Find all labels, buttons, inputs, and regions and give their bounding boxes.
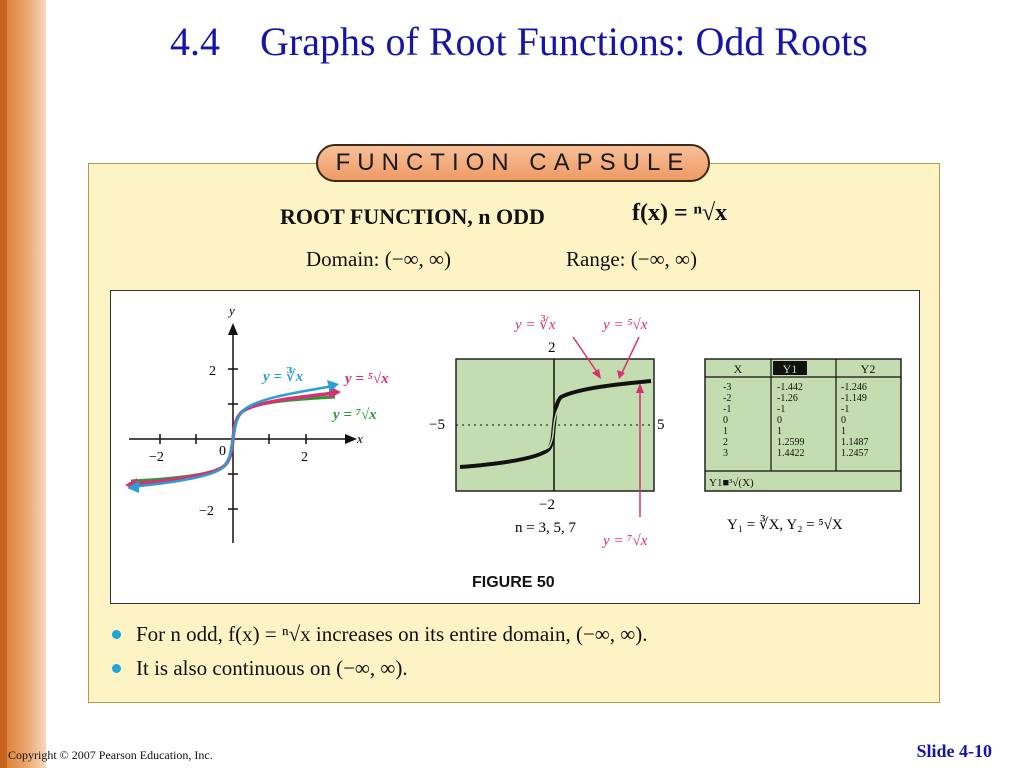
x-axis-label: x xyxy=(357,431,363,446)
bullet-list xyxy=(110,620,648,688)
bullet-item xyxy=(110,654,648,688)
capsule-formula: f(x) = ⁿ√x xyxy=(632,200,728,226)
figure-panel xyxy=(110,290,920,604)
y-tick-label-2: 2 xyxy=(209,364,216,379)
bullet-text: For n odd, f(x) = ⁿ√x increases on its entire domain, (−∞, ∞). xyxy=(136,622,648,646)
calc-window-top-label: 2 xyxy=(548,340,556,356)
calc-table-cell: -2 xyxy=(723,393,732,404)
calc-table-cell: 1.2457 xyxy=(841,448,869,459)
calc-table-cell: 1 xyxy=(777,426,782,437)
calc-table-cell: -1 xyxy=(723,404,732,415)
slide-number: Slide 4-10 xyxy=(916,741,992,761)
calc-table-cell: 1.2599 xyxy=(777,437,805,448)
root-function-graph xyxy=(125,303,389,543)
y-axis-arrow-icon xyxy=(228,323,238,335)
calc-table-cell: 1.1487 xyxy=(841,437,869,448)
copyright-text: Copyright © 2007 Pearson Education, Inc. xyxy=(8,748,213,762)
domain-text: Domain: (−∞, ∞) xyxy=(306,247,452,271)
y-axis-label: y xyxy=(229,303,235,318)
bullet-dot-icon xyxy=(112,664,121,673)
bullet-dot-icon xyxy=(112,630,121,639)
calc-table-cell: 1.4422 xyxy=(777,448,805,459)
calc-table-cell: -3 xyxy=(723,382,732,393)
capsule-heading: ROOT FUNCTION, n ODD xyxy=(280,204,545,229)
figure-label: FIGURE 50 xyxy=(472,574,555,591)
cube-root-label: y = ∛x xyxy=(263,369,304,385)
slide-title: 4.4 Graphs of Root Functions: Odd Roots xyxy=(170,19,868,64)
calc-table-cell: -1.26 xyxy=(777,393,798,404)
calc-window-left-label: −5 xyxy=(429,417,445,433)
calc-table-cell: -1 xyxy=(841,404,850,415)
fifth-root-label: y = ⁵√x xyxy=(345,371,389,387)
origin-label: 0 xyxy=(219,444,226,459)
calc-table-header: Y2 xyxy=(860,362,876,376)
calc-table-cell: -1.149 xyxy=(841,393,867,404)
seventh-root-label: y = ⁷√x xyxy=(333,407,377,423)
calc-seventh-root-label: y = ⁷√x xyxy=(603,533,648,549)
calc-table-cell: 0 xyxy=(723,415,728,426)
calc-table-cell: -1.246 xyxy=(841,382,867,393)
calc-window-right-label: 5 xyxy=(657,417,665,433)
calc-window-bottom-label: −2 xyxy=(539,497,555,513)
calc-table-caption: Y₁ = ∛X, Y₂ = ⁵√X xyxy=(727,517,843,533)
calc-caption: n = 3, 5, 7 xyxy=(515,520,576,536)
calc-fifth-root-label: y = ⁵√x xyxy=(603,317,648,333)
calc-table-cell: 0 xyxy=(841,415,846,426)
calculator-table xyxy=(705,359,901,491)
x-tick-label-2: 2 xyxy=(301,450,308,465)
calc-table-cell: -1 xyxy=(777,404,786,415)
y-tick-label-neg2: −2 xyxy=(199,504,214,519)
calc-table-header: Y1 xyxy=(782,362,798,376)
calc-table-cell: -1.442 xyxy=(777,382,803,393)
calc-table-cell: 1 xyxy=(841,426,846,437)
calc-table-cell: 2 xyxy=(723,437,728,448)
figure-svg xyxy=(111,291,921,605)
x-tick-label-neg2: −2 xyxy=(149,450,164,465)
function-capsule-banner: FUNCTION CAPSULE xyxy=(316,144,710,182)
x-axis-arrow-icon xyxy=(345,434,357,444)
side-accent-bar xyxy=(0,0,46,768)
calculator-graph-screen xyxy=(429,315,665,549)
bullet-text: It is also continuous on (−∞, ∞). xyxy=(136,656,408,680)
calc-table-cell: 3 xyxy=(723,448,728,459)
calc-table-header: X xyxy=(733,362,743,376)
calc-table-cell: 0 xyxy=(777,415,782,426)
bullet-item xyxy=(110,620,648,654)
calc-table-footer: Y1■³√(X) xyxy=(709,477,754,489)
calc-cube-root-label: y = ∛x xyxy=(515,317,556,333)
range-text: Range: (−∞, ∞) xyxy=(566,247,698,271)
calc-table-cell: 1 xyxy=(723,426,728,437)
